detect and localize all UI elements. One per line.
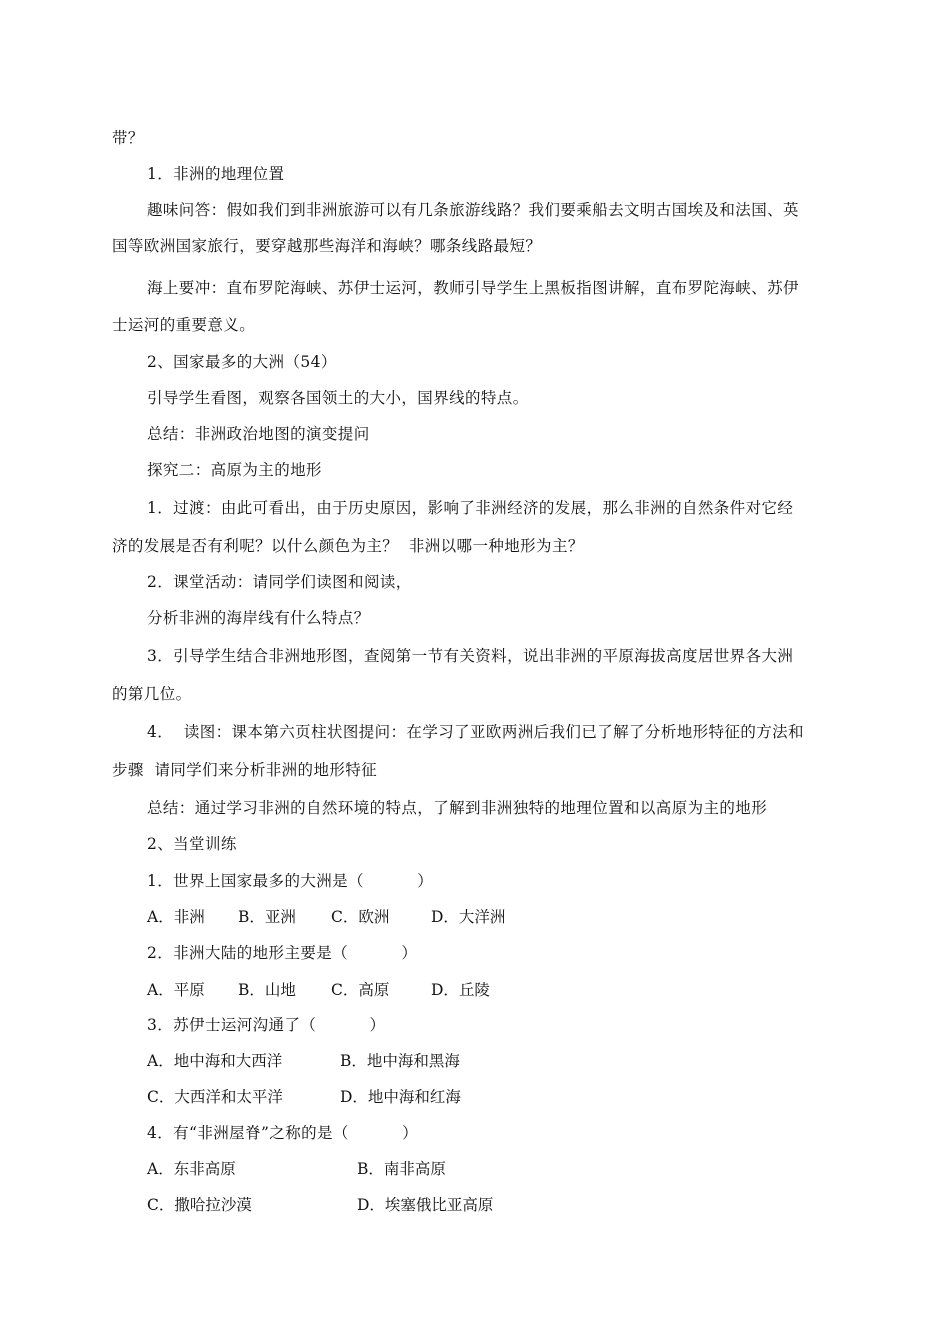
option-c: C．欧洲 — [331, 908, 390, 926]
option-b: B．地中海和黑海 — [340, 1052, 460, 1070]
option-b: B．亚洲 — [238, 908, 296, 926]
text-line: 带？ — [112, 129, 144, 147]
heading-geographic-location: 1．非洲的地理位置 — [147, 165, 285, 183]
heading-most-countries: 2、国家最多的大洲（54） — [147, 353, 337, 371]
option-d: D．丘陵 — [431, 981, 490, 999]
heading-class-practice: 2、当堂训练 — [147, 835, 237, 853]
option-d: D．大洋洲 — [431, 908, 506, 926]
text-line: 步骤 请同学们来分析非洲的地形特征 — [112, 761, 378, 779]
option-c: C．大西洋和太平洋 — [147, 1088, 283, 1106]
question-stem: 3．苏伊士运河沟通了（ ） — [147, 1016, 386, 1034]
text-line: 济的发展是否有利呢？以什么颜色为主？ 非洲以哪一种地形为主？ — [112, 537, 584, 555]
text-line: 分析非洲的海岸线有什么特点？ — [147, 609, 370, 627]
option-c: C．撒哈拉沙漠 — [147, 1196, 252, 1214]
option-b: B．山地 — [238, 981, 296, 999]
text-line: 的第几位。 — [112, 685, 192, 703]
option-a: A．地中海和大西洋 — [147, 1052, 283, 1070]
text-line: 总结：通过学习非洲的自然环境的特点，了解到非洲独特的地理位置和以高原为主的地形 — [147, 799, 768, 817]
text-line: 引导学生看图，观察各国领土的大小，国界线的特点。 — [147, 389, 529, 407]
text-line: 3．引导学生结合非洲地形图，查阅第一节有关资料，说出非洲的平原海拔高度居世界各大洲 — [147, 647, 794, 665]
text-line: 总结：非洲政治地图的演变提问 — [147, 425, 370, 443]
text-line: 海上要冲：直布罗陀海峡、苏伊士运河，教师引导学生上黑板指图讲解，直布罗陀海峡、苏伊 — [147, 279, 799, 297]
text-line: 1．过渡：由此可看出，由于历史原因，影响了非洲经济的发展，那么非洲的自然条件对它经 — [147, 499, 794, 517]
text-line: 4． 读图：课本第六页柱状图提问：在学习了亚欧两洲后我们已了解了分析地形特征的方法和 — [147, 723, 804, 741]
heading-exploration-two: 探究二：高原为主的地形 — [147, 461, 322, 479]
option-d: D．地中海和红海 — [340, 1088, 461, 1106]
option-a: A．东非高原 — [147, 1160, 236, 1178]
option-d: D．埃塞俄比亚高原 — [357, 1196, 494, 1214]
option-b: B．南非高原 — [357, 1160, 446, 1178]
text-line: 士运河的重要意义。 — [112, 316, 256, 334]
text-line: 趣味问答：假如我们到非洲旅游可以有几条旅游线路？我们要乘船去文明古国埃及和法国、英 — [147, 201, 799, 219]
text-line: 2．课堂活动：请同学们读图和阅读， — [147, 573, 412, 591]
option-a: A．非洲 — [147, 908, 205, 926]
option-a: A．平原 — [147, 981, 205, 999]
question-stem: 2．非洲大陆的地形主要是（ ） — [147, 944, 418, 962]
text-line: 国等欧洲国家旅行，要穿越那些海洋和海峡？哪条线路最短？ — [112, 237, 542, 255]
question-stem: 1．世界上国家最多的大洲是（ ） — [147, 872, 434, 890]
question-stem: 4．有“非洲屋脊”之称的是（ ） — [147, 1124, 418, 1142]
option-c: C．高原 — [331, 981, 390, 999]
